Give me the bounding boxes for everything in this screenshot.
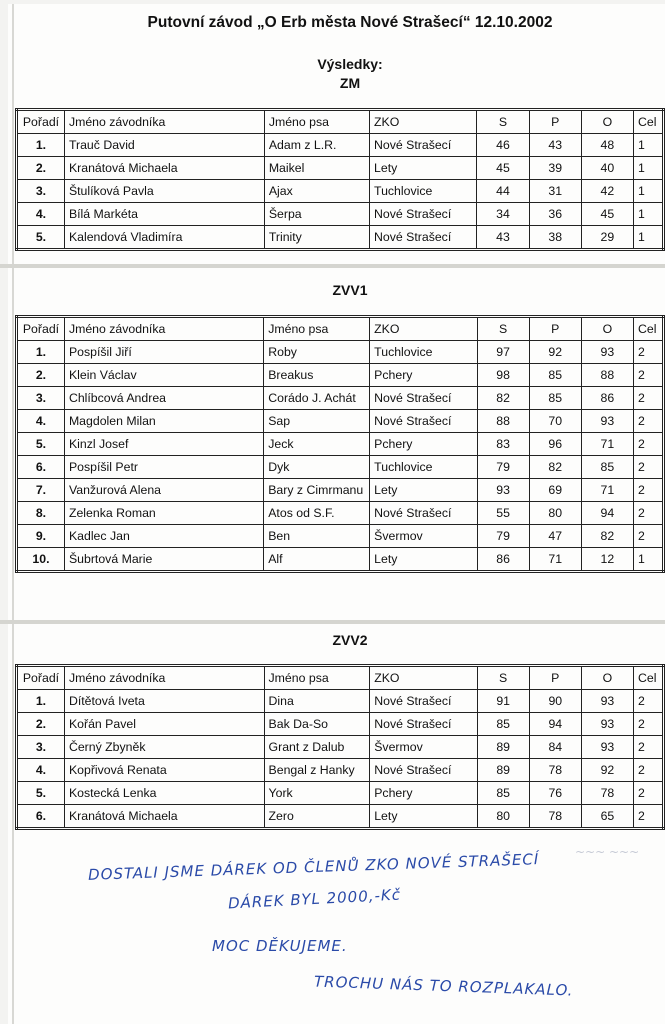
table-row (17, 433, 664, 456)
column-header-s: S (477, 317, 529, 341)
cell-s: 45 (477, 157, 529, 180)
table-header-row (17, 110, 664, 134)
table-row (17, 456, 664, 479)
cell-rank: 1. (17, 690, 65, 713)
cell-total: 2 (633, 410, 663, 433)
table-row (17, 736, 664, 759)
cell-rank: 8. (17, 502, 65, 525)
column-header-dog: Jméno psa (264, 317, 370, 341)
cell-club: Švermov (370, 525, 477, 548)
table-row (17, 203, 664, 226)
cell-dog: Ajax (264, 180, 369, 203)
cell-dog: Jeck (264, 433, 370, 456)
cell-name: Bílá Markéta (64, 203, 264, 226)
cell-dog: Dina (264, 690, 370, 713)
table-row (17, 690, 664, 713)
cell-o: 40 (581, 157, 633, 180)
results-table-zvv2 (15, 664, 665, 830)
cell-s: 86 (477, 548, 529, 572)
cell-rank: 3. (17, 387, 65, 410)
cell-o: 86 (581, 387, 633, 410)
cell-club: Tuchlovice (370, 341, 477, 364)
cell-dog: Atos od S.F. (264, 502, 370, 525)
cell-name: Pospíšil Petr (64, 456, 263, 479)
column-header-club: ZKO (370, 110, 477, 134)
column-header-s: S (477, 110, 529, 134)
cell-dog: Adam z L.R. (264, 134, 369, 157)
column-header-name: Jméno závodníka (64, 317, 263, 341)
cell-name: Štulíková Pavla (64, 180, 264, 203)
cell-total: 2 (633, 433, 663, 456)
cell-rank: 1. (17, 341, 65, 364)
column-header-total: Cel (633, 110, 663, 134)
cell-rank: 3. (17, 180, 65, 203)
cell-name: Kopřivová Renata (64, 759, 264, 782)
cell-s: 91 (477, 690, 529, 713)
cell-dog: Maikel (264, 157, 369, 180)
cell-p: 96 (529, 433, 581, 456)
cell-rank: 5. (17, 782, 65, 805)
cell-name: Dítětová Iveta (64, 690, 264, 713)
cell-rank: 5. (17, 226, 65, 250)
cell-dog: Breakus (264, 364, 370, 387)
table-row (17, 341, 664, 364)
cell-club: Lety (370, 548, 477, 572)
paper-cut-line (0, 620, 665, 624)
cell-o: 12 (581, 548, 633, 572)
results-table-zvv1 (15, 315, 665, 573)
cell-s: 98 (477, 364, 529, 387)
table-row (17, 226, 664, 250)
cell-p: 84 (529, 736, 581, 759)
cell-total: 1 (633, 180, 663, 203)
table-row (17, 157, 664, 180)
cell-s: 80 (477, 805, 529, 829)
cell-s: 34 (477, 203, 529, 226)
cell-p: 31 (529, 180, 581, 203)
cell-p: 92 (529, 341, 581, 364)
cell-o: 29 (581, 226, 633, 250)
cell-p: 70 (529, 410, 581, 433)
cell-s: 88 (477, 410, 529, 433)
cell-p: 76 (529, 782, 581, 805)
cell-dog: Bengal z Hanky (264, 759, 370, 782)
cell-s: 79 (477, 456, 529, 479)
cell-name: Kadlec Jan (64, 525, 263, 548)
handwritten-note-line: MOC DĚKUJEME. (212, 937, 348, 955)
cell-s: 93 (477, 479, 529, 502)
cell-name: Kinzl Josef (64, 433, 263, 456)
column-header-o: O (581, 110, 633, 134)
cell-s: 79 (477, 525, 529, 548)
cell-o: 93 (581, 736, 633, 759)
cell-name: Kranátová Michaela (64, 805, 264, 829)
column-header-rank: Pořadí (17, 317, 65, 341)
paper-cut-line (0, 264, 665, 268)
cell-rank: 4. (17, 203, 65, 226)
cell-p: 78 (529, 805, 581, 829)
table-row (17, 410, 664, 433)
column-header-p: P (529, 666, 581, 690)
table-row (17, 180, 664, 203)
cell-p: 80 (529, 502, 581, 525)
cell-o: 92 (581, 759, 633, 782)
cell-rank: 6. (17, 456, 65, 479)
cell-name: Magdolen Milan (64, 410, 263, 433)
cell-club: Nové Strašecí (370, 713, 477, 736)
cell-s: 55 (477, 502, 529, 525)
cell-club: Lety (370, 805, 477, 829)
cell-s: 44 (477, 180, 529, 203)
cell-p: 78 (529, 759, 581, 782)
cell-s: 83 (477, 433, 529, 456)
cell-dog: Alf (264, 548, 370, 572)
cell-dog: Ben (264, 525, 370, 548)
cell-dog: Zero (264, 805, 370, 829)
cell-club: Nové Strašecí (370, 387, 477, 410)
cell-p: 90 (529, 690, 581, 713)
cell-p: 82 (529, 456, 581, 479)
cell-name: Černý Zbyněk (64, 736, 264, 759)
handwritten-note-line: TROCHU NÁS TO ROZPLAKALO. (313, 972, 574, 1000)
cell-club: Pchery (370, 364, 477, 387)
cell-total: 2 (633, 782, 663, 805)
column-header-dog: Jméno psa (264, 666, 370, 690)
cell-total: 1 (633, 134, 663, 157)
results-table-zm (15, 108, 665, 251)
bleed-through-ink: ~~~ ~~~ (575, 845, 640, 859)
cell-p: 39 (529, 157, 581, 180)
table-row (17, 713, 664, 736)
cell-s: 85 (477, 782, 529, 805)
table-row (17, 782, 664, 805)
cell-total: 2 (633, 690, 663, 713)
table-row (17, 364, 664, 387)
cell-rank: 10. (17, 548, 65, 572)
column-header-name: Jméno závodníka (64, 666, 264, 690)
cell-o: 93 (581, 410, 633, 433)
cell-dog: Corádo J. Achát (264, 387, 370, 410)
cell-p: 43 (529, 134, 581, 157)
cell-rank: 2. (17, 713, 65, 736)
cell-club: Lety (370, 479, 477, 502)
cell-club: Nové Strašecí (370, 226, 477, 250)
cell-name: Kořán Pavel (64, 713, 264, 736)
cell-o: 82 (581, 525, 633, 548)
cell-name: Šubrtová Marie (64, 548, 263, 572)
cell-o: 93 (581, 341, 633, 364)
cell-club: Nové Strašecí (370, 410, 477, 433)
cell-rank: 4. (17, 410, 65, 433)
cell-dog: Sap (264, 410, 370, 433)
cell-club: Nové Strašecí (370, 502, 477, 525)
handwritten-note-line: DÁREK BYL 2000,-Kč (227, 885, 402, 913)
cell-o: 93 (581, 690, 633, 713)
cell-rank: 3. (17, 736, 65, 759)
cell-p: 94 (529, 713, 581, 736)
cell-name: Pospíšil Jiří (64, 341, 263, 364)
cell-dog: York (264, 782, 370, 805)
cell-o: 88 (581, 364, 633, 387)
table-row (17, 805, 664, 829)
cell-p: 69 (529, 479, 581, 502)
section-title-zvv1: ZVV1 (332, 282, 368, 298)
cell-total: 2 (633, 759, 663, 782)
column-header-club: ZKO (370, 317, 477, 341)
cell-p: 85 (529, 364, 581, 387)
cell-dog: Grant z Dalub (264, 736, 370, 759)
cell-s: 89 (477, 759, 529, 782)
table-row (17, 759, 664, 782)
cell-p: 38 (529, 226, 581, 250)
cell-name: Chlíbcová Andrea (64, 387, 263, 410)
cell-total: 1 (633, 548, 663, 572)
cell-s: 85 (477, 713, 529, 736)
handwritten-note-line: DOSTALI JSME DÁREK OD ČLENŮ ZKO NOVÉ STRAŠECÍ (87, 850, 540, 884)
cell-rank: 6. (17, 805, 65, 829)
cell-p: 85 (529, 387, 581, 410)
cell-total: 2 (633, 736, 663, 759)
cell-club: Nové Strašecí (370, 690, 477, 713)
cell-o: 71 (581, 433, 633, 456)
cell-name: Vanžurová Alena (64, 479, 263, 502)
cell-total: 1 (633, 157, 663, 180)
section-title-zvv2: ZVV2 (332, 632, 368, 648)
cell-dog: Šerpa (264, 203, 369, 226)
cell-o: 78 (581, 782, 633, 805)
cell-rank: 2. (17, 364, 65, 387)
cell-total: 1 (633, 203, 663, 226)
cell-s: 46 (477, 134, 529, 157)
cell-o: 85 (581, 456, 633, 479)
cell-total: 2 (633, 341, 663, 364)
table-row (17, 548, 664, 572)
cell-total: 2 (633, 479, 663, 502)
cell-name: Zelenka Roman (64, 502, 263, 525)
cell-club: Švermov (370, 736, 477, 759)
column-header-name: Jméno závodníka (64, 110, 264, 134)
cell-rank: 4. (17, 759, 65, 782)
cell-club: Pchery (370, 782, 477, 805)
cell-dog: Trinity (264, 226, 369, 250)
cell-p: 47 (529, 525, 581, 548)
cell-total: 2 (633, 502, 663, 525)
cell-rank: 9. (17, 525, 65, 548)
document-title: Putovní závod „O Erb města Nové Strašecí“ 12.10.2002 (147, 14, 553, 31)
cell-total: 2 (633, 525, 663, 548)
column-header-o: O (581, 666, 633, 690)
column-header-dog: Jméno psa (264, 110, 369, 134)
cell-s: 89 (477, 736, 529, 759)
cell-club: Nové Strašecí (370, 759, 477, 782)
cell-rank: 2. (17, 157, 65, 180)
cell-total: 2 (633, 456, 663, 479)
column-header-p: P (529, 317, 581, 341)
table-row (17, 502, 664, 525)
column-header-club: ZKO (370, 666, 477, 690)
column-header-rank: Pořadí (17, 110, 65, 134)
cell-o: 42 (581, 180, 633, 203)
cell-club: Tuchlovice (370, 180, 477, 203)
column-header-p: P (529, 110, 581, 134)
cell-name: Klein Václav (64, 364, 263, 387)
cell-total: 2 (633, 805, 663, 829)
table-row (17, 525, 664, 548)
cell-dog: Bary z Cimrmanu (264, 479, 370, 502)
cell-total: 2 (633, 713, 663, 736)
cell-s: 82 (477, 387, 529, 410)
cell-club: Nové Strašecí (370, 203, 477, 226)
cell-name: Trauč David (64, 134, 264, 157)
cell-o: 93 (581, 713, 633, 736)
cell-p: 71 (529, 548, 581, 572)
cell-rank: 5. (17, 433, 65, 456)
results-heading: Výsledky: (317, 56, 383, 72)
cell-total: 2 (633, 364, 663, 387)
cell-club: Pchery (370, 433, 477, 456)
cell-rank: 1. (17, 134, 65, 157)
cell-o: 94 (581, 502, 633, 525)
cell-o: 71 (581, 479, 633, 502)
cell-name: Kalendová Vladimíra (64, 226, 264, 250)
cell-name: Kostecká Lenka (64, 782, 264, 805)
table-header-row (17, 317, 664, 341)
cell-dog: Dyk (264, 456, 370, 479)
cell-club: Lety (370, 157, 477, 180)
section-title-zm: ZM (339, 75, 361, 91)
cell-o: 45 (581, 203, 633, 226)
cell-rank: 7. (17, 479, 65, 502)
cell-total: 2 (633, 387, 663, 410)
table-row (17, 479, 664, 502)
column-header-s: S (477, 666, 529, 690)
cell-dog: Roby (264, 341, 370, 364)
cell-s: 97 (477, 341, 529, 364)
column-header-total: Cel (633, 666, 663, 690)
cell-club: Nové Strašecí (370, 134, 477, 157)
cell-name: Kranátová Michaela (64, 157, 264, 180)
cell-o: 65 (581, 805, 633, 829)
cell-total: 1 (633, 226, 663, 250)
column-header-o: O (581, 317, 633, 341)
cell-club: Tuchlovice (370, 456, 477, 479)
table-row (17, 387, 664, 410)
cell-dog: Bak Da-So (264, 713, 370, 736)
cell-s: 43 (477, 226, 529, 250)
table-header-row (17, 666, 664, 690)
column-header-total: Cel (633, 317, 663, 341)
column-header-rank: Pořadí (17, 666, 65, 690)
table-row (17, 134, 664, 157)
cell-o: 48 (581, 134, 633, 157)
cell-p: 36 (529, 203, 581, 226)
